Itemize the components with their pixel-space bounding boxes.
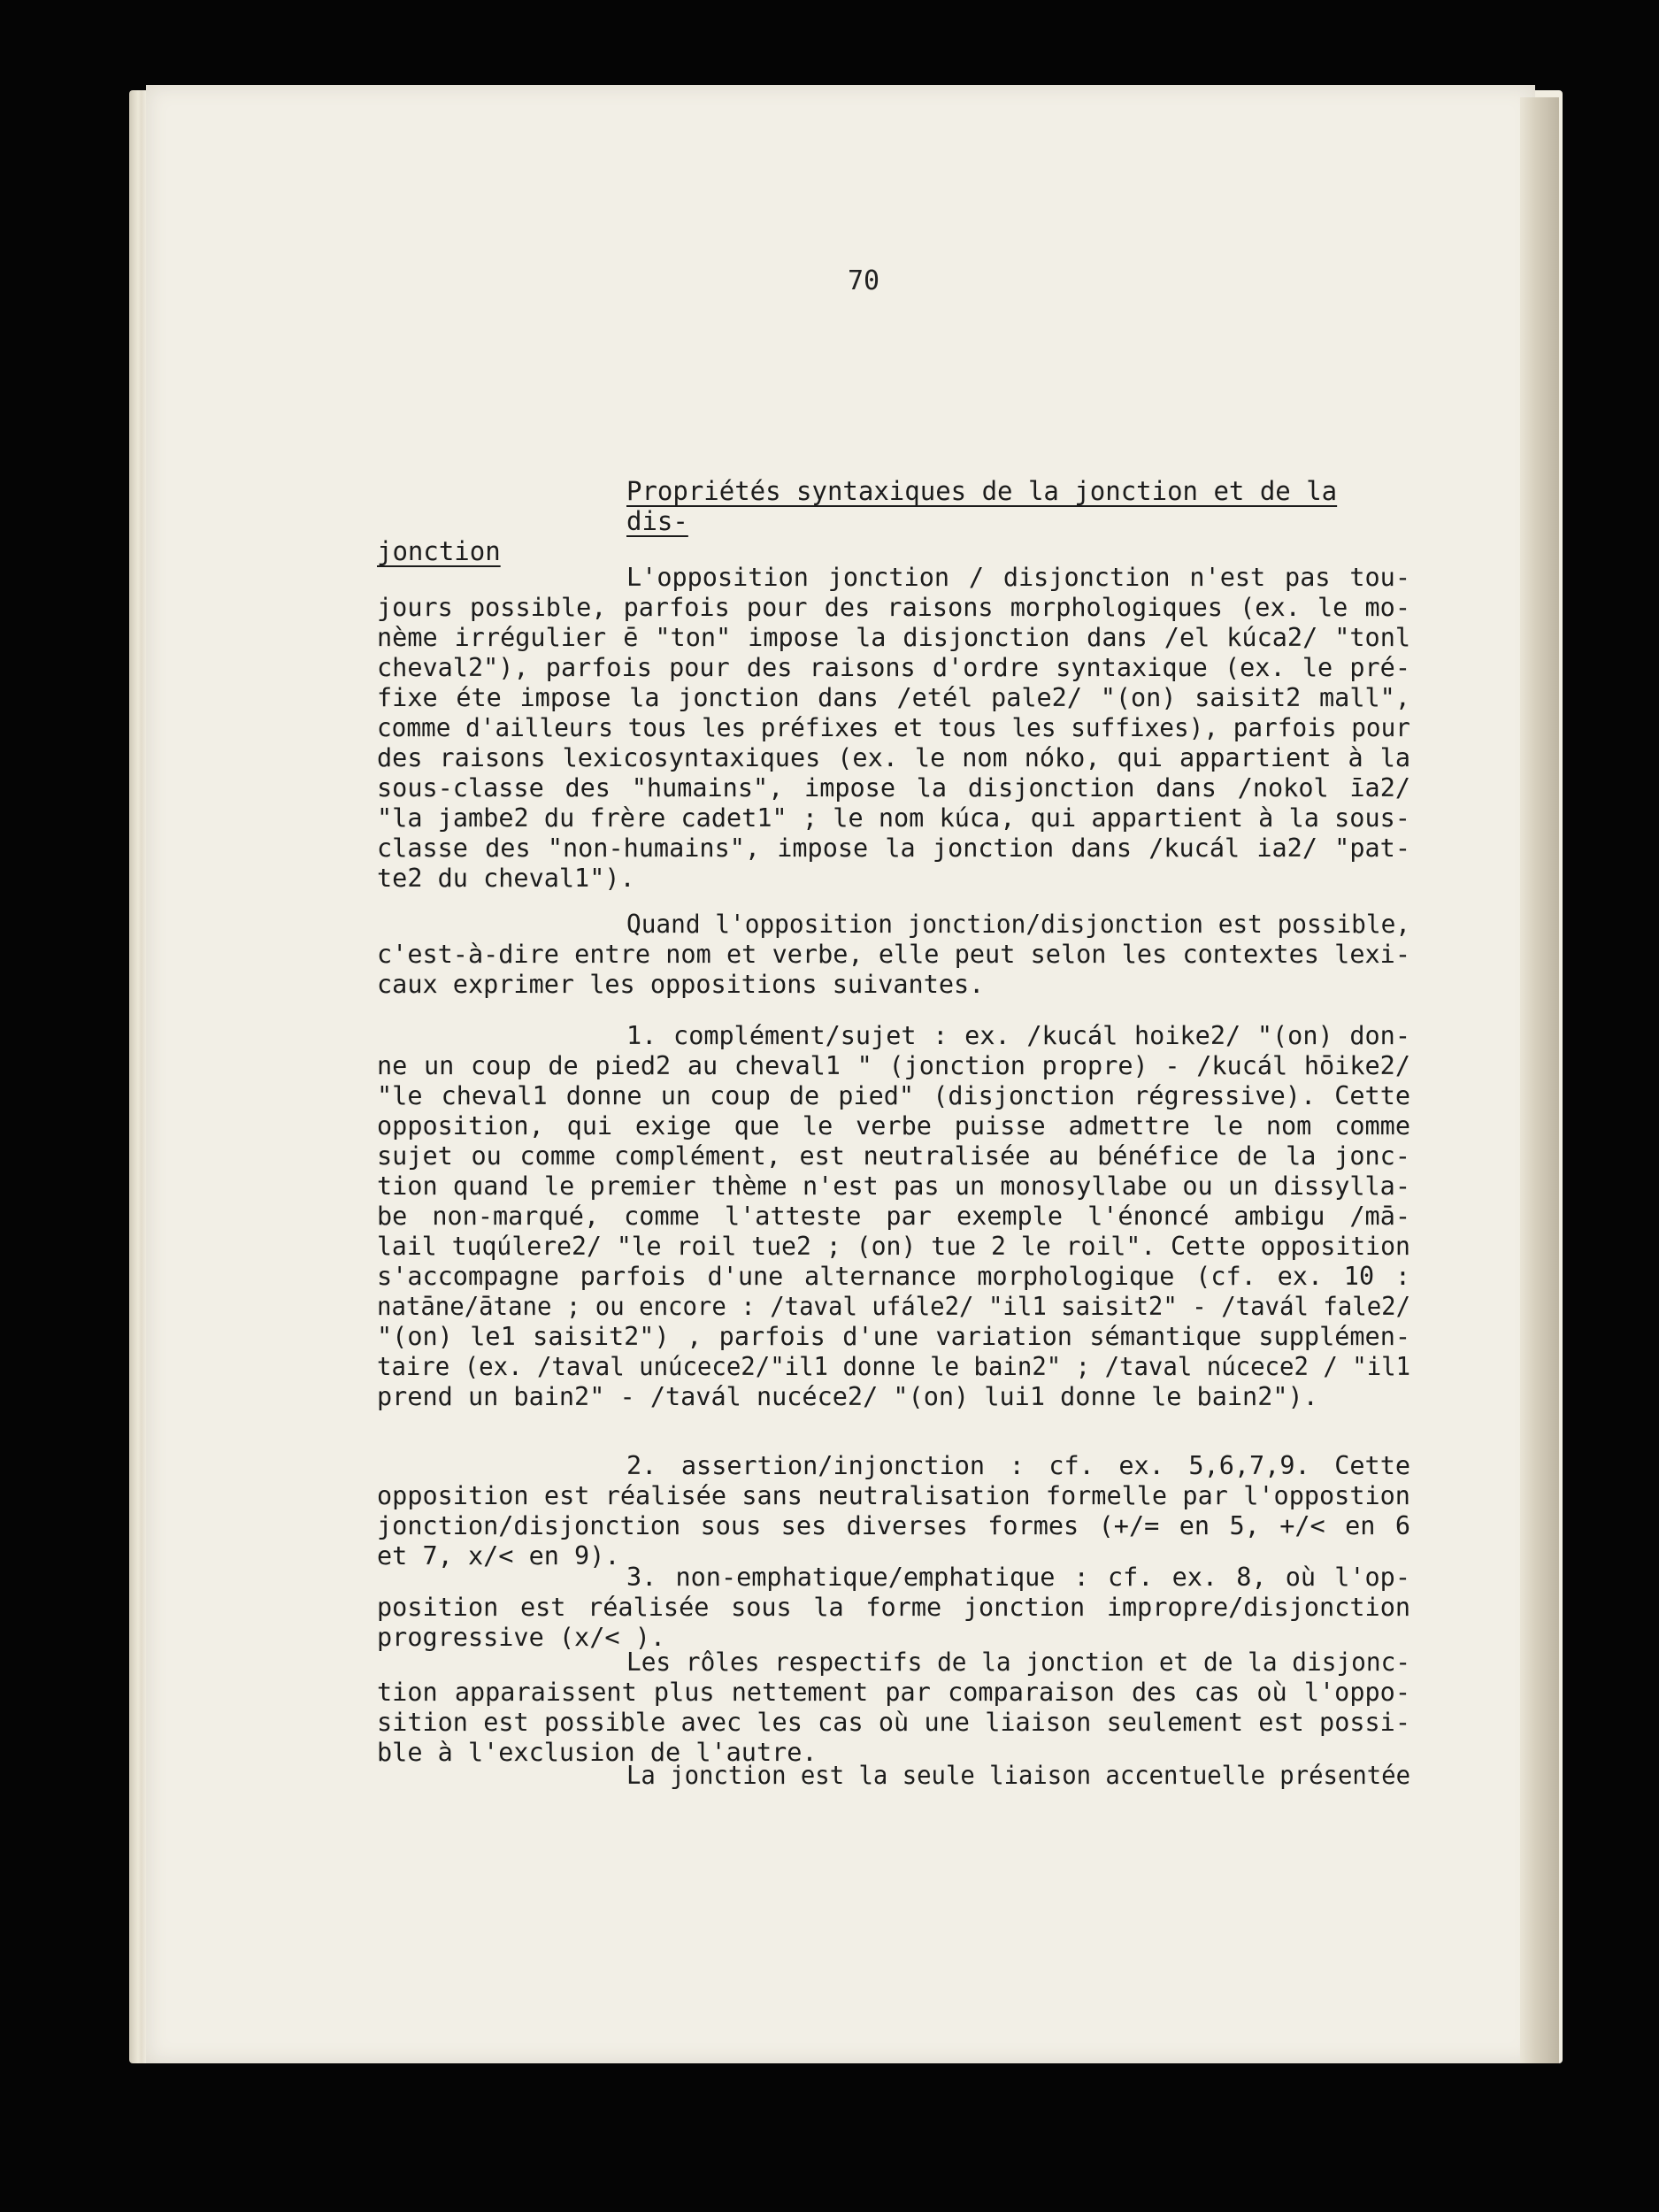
text-line: comme d'ailleurs tous les préfixes et tous les suffixes), parfois pour: [377, 713, 1410, 742]
paragraph-4: [377, 1451, 1410, 1571]
text-line: ne un coup de pied2 au cheval1 " (jonction propre) - /kucál hōike2/: [377, 1051, 1410, 1080]
heading-line-1: Propriétés syntaxiques de la jonction et de la dis-: [626, 476, 1338, 536]
text-line: "(on) le1 saisit2") , parfois d'une variation sémantique supplémen-: [377, 1322, 1411, 1351]
text-line: position est réalisée sous la forme jonction impropre/disjonction: [377, 1593, 1411, 1622]
page-number: 70: [847, 265, 880, 296]
paragraph-7: [377, 1761, 1410, 1791]
text-line: fixe éte impose la jonction dans /etél pale2/ "(on) saisit2 mall",: [377, 683, 1410, 712]
text-line: tion quand le premier thème n'est pas un monosyllabe ou un dissylla-: [377, 1171, 1410, 1201]
text-line: La jonction est la seule liaison accentuelle présentée: [626, 1761, 1410, 1790]
text-line: "la jambe2 du frère cadet1" ; le nom kúca, qui appartient à la sous-: [377, 803, 1410, 833]
text-line: prend un bain2" - /tavál nucéce2/ "(on) lui1 donne le bain2").: [377, 1382, 1318, 1411]
text-line: sition est possible avec les cas où une liaison seulement est possi-: [377, 1708, 1410, 1737]
text-line: Les rôles respectifs de la jonction et de la disjonc-: [626, 1647, 1411, 1677]
text-line: caux exprimer les oppositions suivantes.: [377, 970, 985, 999]
text-line: classe des "non-humains", impose la jonction dans /kucál ia2/ "pat-: [377, 833, 1410, 863]
text-line: "le cheval1 donne un coup de pied" (disjonction régressive). Cette: [377, 1081, 1411, 1110]
text-line: nème irrégulier ē "ton" impose la disjonction dans /el kúca2/ "tonl: [377, 623, 1411, 652]
text-line: jours possible, parfois pour des raisons morphologiques (ex. le mo-: [377, 593, 1410, 622]
text-line: jonction/disjonction sous ses diverses formes (+/= en 5, +/< en 6: [377, 1511, 1410, 1540]
text-line: sujet ou comme complément, est neutralisée au bénéfice de la jonc-: [377, 1141, 1410, 1171]
heading-line-2: jonction: [377, 536, 501, 566]
text-line: tion apparaissent plus nettement par comparaison des cas où l'oppo-: [377, 1678, 1410, 1707]
text-line: progressive (x/< ).: [377, 1623, 666, 1652]
text-line: 1. complément/sujet : ex. /kucál hoike2/ "(on) don-: [626, 1021, 1411, 1050]
paragraph-2: [377, 910, 1410, 1000]
text-line: taire (ex. /taval unúcece2/"il1 donne le bain2" ; /taval núcece2 / "il1: [377, 1352, 1411, 1381]
text-line: des raisons lexicosyntaxiques (ex. le nom nóko, qui appartient à la: [377, 743, 1411, 772]
paragraph-6: [377, 1647, 1410, 1768]
text-line: sous-classe des "humains", impose la disjonction dans /nokol īa2/: [377, 773, 1411, 803]
text-line: s'accompagne parfois d'une alternance morphologique (cf. ex. 10 :: [377, 1262, 1411, 1291]
text-line: L'opposition jonction / disjonction n'est pas tou-: [626, 563, 1411, 592]
text-line: be non-marqué, comme l'atteste par exemple l'énoncé ambigu /mā-: [377, 1202, 1411, 1231]
text-line: natāne/ātane ; ou encore : /taval ufále2/ "il1 saisit2" - /tavál fale2/: [377, 1292, 1411, 1321]
text-line: opposition est réalisée sans neutralisation formelle par l'oppostion: [377, 1481, 1410, 1510]
paragraph-5: [377, 1563, 1410, 1653]
section-heading: [377, 476, 1410, 566]
text-line: 2. assertion/injonction : cf. ex. 5,6,7,9. Cette: [626, 1451, 1411, 1480]
text-line: lail tuqúlere2/ "le roil tue2 ; (on) tue 2 le roil". Cette opposition: [377, 1232, 1410, 1261]
text-line: c'est-à-dire entre nom et verbe, elle peut selon les contextes lexi-: [377, 940, 1410, 969]
text-line: 3. non-emphatique/emphatique : cf. ex. 8, où l'op-: [626, 1563, 1410, 1592]
text-line: cheval2"), parfois pour des raisons d'ordre syntaxique (ex. le pré-: [377, 653, 1410, 682]
text-line: opposition, qui exige que le verbe puisse admettre le nom comme: [377, 1111, 1410, 1141]
paragraph-1: [377, 563, 1410, 894]
text-line: et 7, x/< en 9).: [377, 1541, 620, 1571]
text-line: te2 du cheval1").: [377, 864, 635, 893]
text-line: ble à l'exclusion de l'autre.: [377, 1738, 818, 1767]
page-edge: [1520, 97, 1559, 2063]
paragraph-3: [377, 1021, 1410, 1412]
text-line: Quand l'opposition jonction/disjonction est possible,: [626, 910, 1411, 939]
